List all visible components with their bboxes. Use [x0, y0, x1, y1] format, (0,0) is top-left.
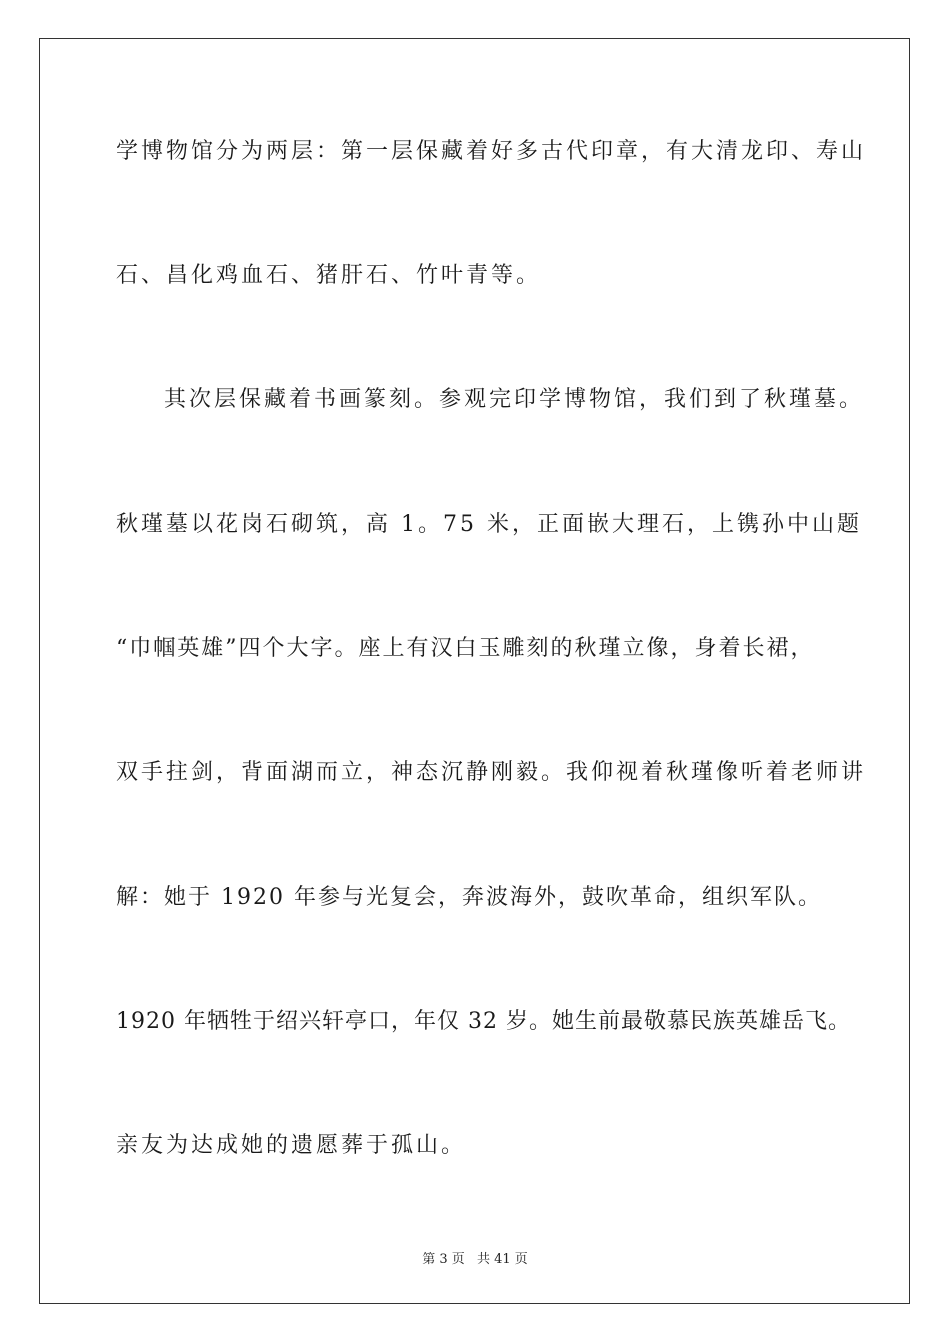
- page-border: [39, 38, 910, 1304]
- page-total: 共 41 页: [476, 1252, 528, 1267]
- page-number: 第 3 页: [422, 1252, 465, 1267]
- body-text-line: “巾帼英雄”四个大字。座上有汉白玉雕刻的秋瑾立像，身着长裙，: [116, 636, 815, 661]
- body-text-line: 亲友为达成她的遗愿葬于孤山。: [116, 1133, 467, 1158]
- body-text-line: 其次层保藏着书画篆刻。参观完印学博物馆，我们到了秋瑾墓。: [164, 387, 865, 412]
- body-text-line: 解：她于 1920 年参与光复会，奔波海外，鼓吹革命，组织军队。: [116, 885, 822, 910]
- body-text-line: 双手拄剑，背面湖而立，神态沉静刚毅。我仰视着秋瑾像听着老师讲: [116, 760, 867, 785]
- body-text-line: 学博物馆分为两层：第一层保藏着好多古代印章，有大清龙印、寿山: [116, 139, 867, 164]
- body-text-line: 秋瑾墓以花岗石砌筑，高 1。75 米，正面嵌大理石，上镌孙中山题: [116, 512, 862, 537]
- body-text-line: 1920 年牺牲于绍兴轩亭口，年仅 32 岁。她生前最敬慕民族英雄岳飞。: [116, 1009, 851, 1034]
- body-text-line: 石、昌化鸡血石、猪肝石、竹叶青等。: [116, 263, 542, 288]
- page-footer: [0, 1248, 950, 1267]
